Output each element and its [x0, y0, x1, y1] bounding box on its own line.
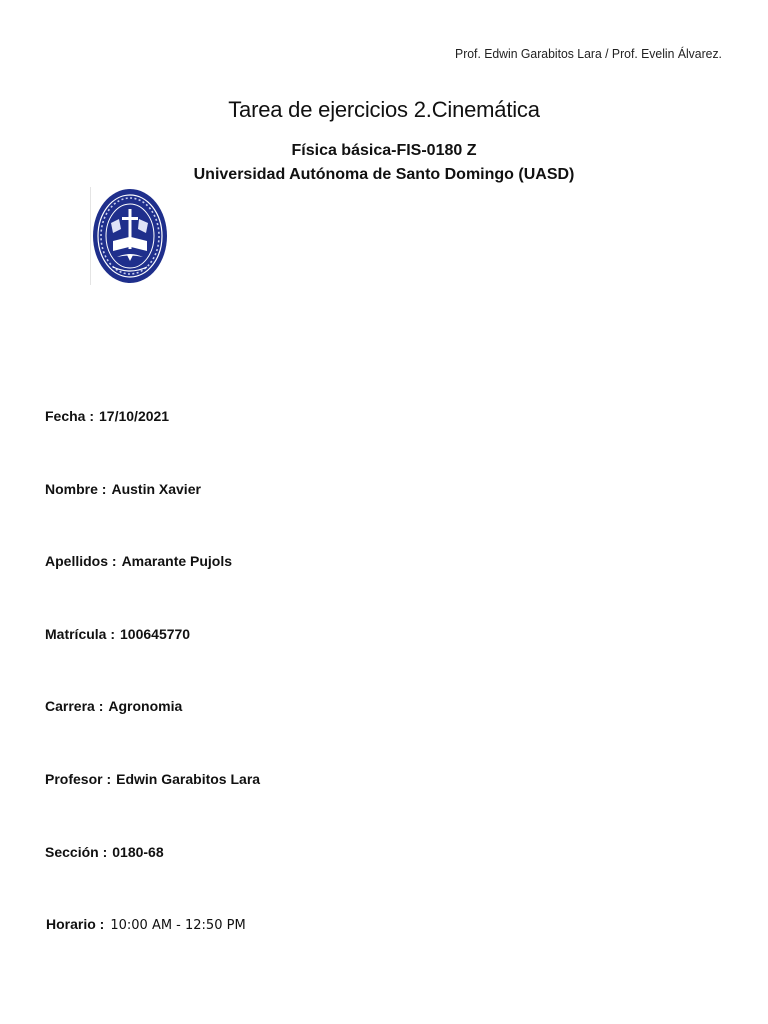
fecha-label: Fecha : [45, 408, 95, 424]
apellidos-label: Apellidos : [45, 553, 117, 569]
document-title: Tarea de ejercicios 2.Cinemática [228, 97, 540, 122]
field-apellidos [45, 553, 232, 569]
horario-value: 10:00 AM - 12:50 PM [110, 918, 246, 933]
carrera-label: Carrera : [45, 698, 104, 714]
field-profesor [45, 771, 260, 787]
university-name: Universidad Autónoma de Santo Domingo (UASD) [193, 166, 575, 183]
field-seccion [45, 844, 164, 860]
field-carrera [45, 698, 182, 714]
field-fecha [45, 408, 169, 424]
nombre-value: Austin Xavier [111, 481, 201, 497]
field-nombre [45, 481, 201, 497]
matricula-value: 100645770 [120, 626, 191, 642]
seccion-label: Sección : [45, 844, 108, 860]
fecha-value: 17/10/2021 [99, 408, 170, 424]
nombre-label: Nombre : [45, 481, 107, 497]
carrera-value: Agronomia [108, 698, 183, 714]
header-authors: Prof. Edwin Garabitos Lara / Prof. Evelin Álvarez. [455, 46, 722, 61]
profesor-label: Profesor : [45, 771, 112, 787]
matricula-label: Matrícula : [45, 626, 116, 642]
course-name: Física básica-FIS-0180 Z [291, 142, 477, 159]
seccion-value: 0180-68 [112, 844, 164, 860]
apellidos-value: Amarante Pujols [121, 553, 233, 569]
field-matricula [45, 626, 190, 642]
field-horario [46, 916, 246, 933]
uasd-seal-icon [90, 187, 168, 285]
horario-label: Horario : [46, 916, 105, 932]
profesor-value: Edwin Garabitos Lara [116, 771, 261, 787]
